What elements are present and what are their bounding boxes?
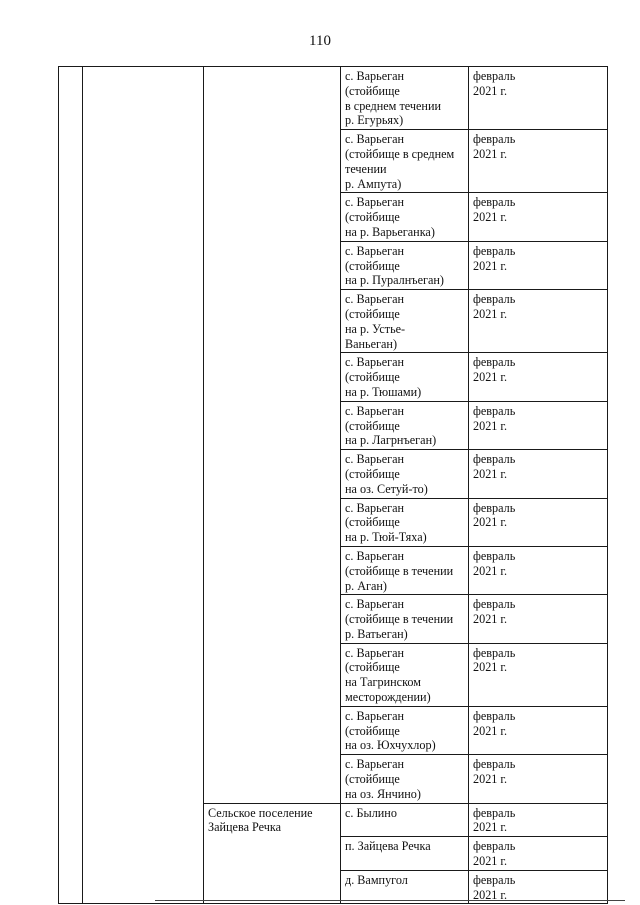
district-cell xyxy=(83,67,204,904)
date-cell: февраль 2021 г. xyxy=(469,353,608,401)
date-cell: февраль 2021 г. xyxy=(469,595,608,643)
place-cell: с. Варьеган (стойбище на Тагринском месторождении) xyxy=(341,643,469,706)
place-cell: с. Варьеган (стойбище на р. Тюшами) xyxy=(341,353,469,401)
date-cell: февраль 2021 г. xyxy=(469,498,608,546)
place-cell: с. Варьеган (стойбище в течении р. Аган) xyxy=(341,546,469,594)
table-row xyxy=(59,67,608,130)
place-cell: с. Варьеган (стойбище в среднем течении р. Егурьях) xyxy=(341,67,469,130)
date-cell: февраль 2021 г. xyxy=(469,803,608,837)
place-cell: п. Зайцева Речка xyxy=(341,837,469,871)
place-cell: с. Варьеган (стойбище на оз. Янчино) xyxy=(341,755,469,803)
date-cell: февраль 2021 г. xyxy=(469,401,608,449)
place-cell: с. Варьеган (стойбище на оз. Юхчухлор) xyxy=(341,706,469,754)
place-cell: с. Варьеган (стойбище на р. Устье- Ваньеган) xyxy=(341,290,469,353)
place-cell: с. Варьеган (стойбище в течении р. Ватьеган) xyxy=(341,595,469,643)
date-cell: февраль 2021 г. xyxy=(469,706,608,754)
settlement-cell xyxy=(204,67,341,804)
page-number: 110 xyxy=(309,33,331,49)
place-cell: с. Варьеган (стойбище на р. Лагрнъеган) xyxy=(341,401,469,449)
date-cell: февраль 2021 г. xyxy=(469,837,608,871)
place-cell: с. Варьеган (стойбище на р. Тюй-Тяха) xyxy=(341,498,469,546)
place-cell: с. Варьеган (стойбище на р. Пуралнъеган) xyxy=(341,241,469,289)
date-cell: февраль 2021 г. xyxy=(469,67,608,130)
bottom-rule xyxy=(155,900,625,901)
date-cell: февраль 2021 г. xyxy=(469,290,608,353)
place-cell: с. Варьеган (стойбище на оз. Сетуй-то) xyxy=(341,450,469,498)
schedule-table xyxy=(58,66,608,904)
date-cell: февраль 2021 г. xyxy=(469,241,608,289)
date-cell: февраль 2021 г. xyxy=(469,643,608,706)
place-cell: с. Варьеган (стойбище в среднем течении р. Ампута) xyxy=(341,130,469,193)
date-cell: февраль 2021 г. xyxy=(469,193,608,241)
date-cell: февраль 2021 г. xyxy=(469,870,608,904)
number-cell xyxy=(59,67,83,904)
place-cell: с. Варьеган (стойбище на р. Варьеганка) xyxy=(341,193,469,241)
date-cell: февраль 2021 г. xyxy=(469,755,608,803)
settlement-cell: Сельское поселение Зайцева Речка xyxy=(204,803,341,904)
place-cell: с. Былино xyxy=(341,803,469,837)
date-cell: февраль 2021 г. xyxy=(469,130,608,193)
date-cell: февраль 2021 г. xyxy=(469,450,608,498)
date-cell: февраль 2021 г. xyxy=(469,546,608,594)
place-cell: д. Вампугол xyxy=(341,870,469,904)
